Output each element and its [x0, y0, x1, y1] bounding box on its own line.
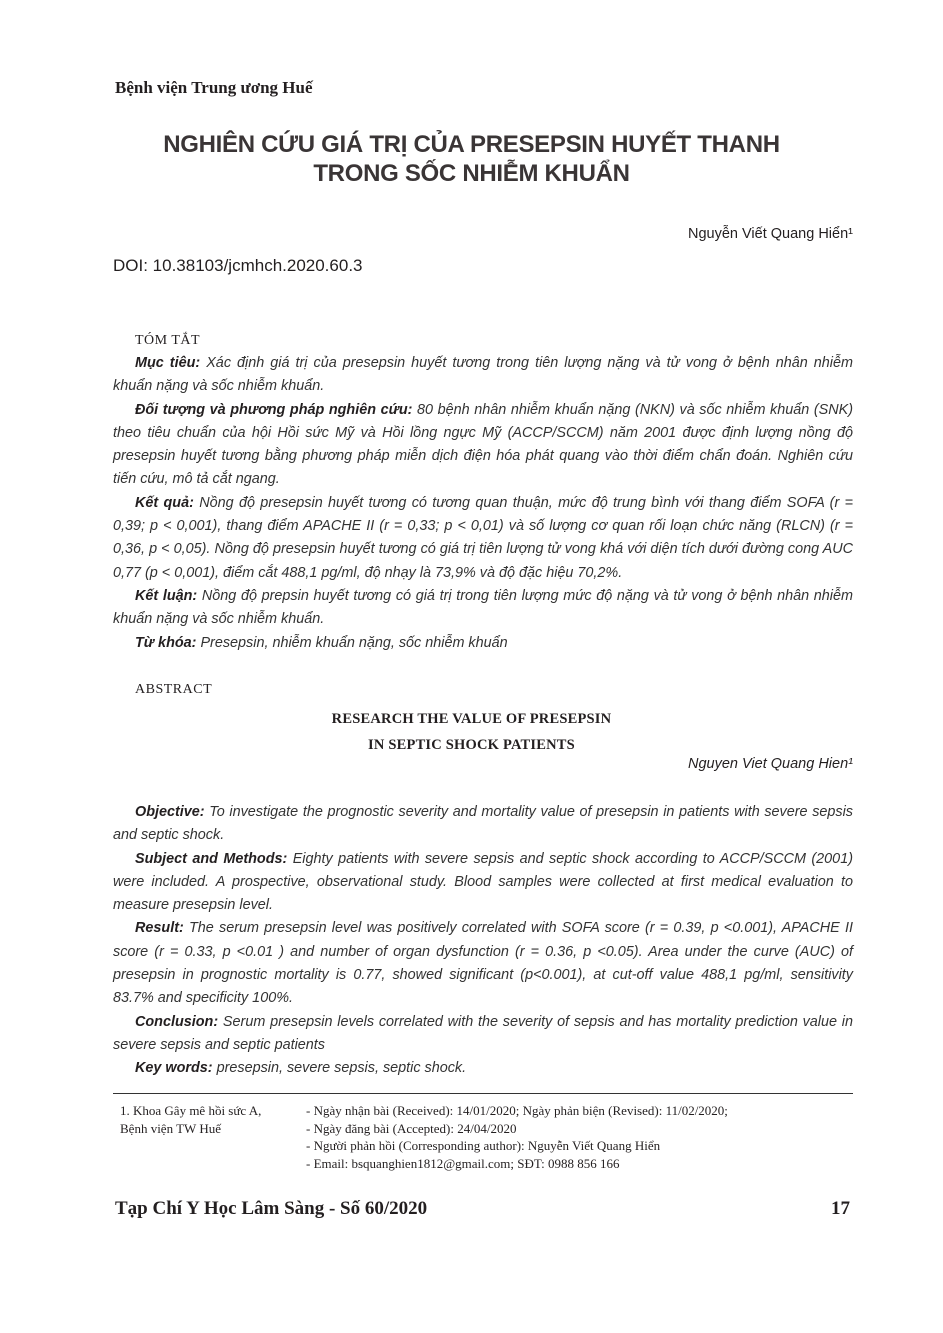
- footnote-meta: [306, 1102, 728, 1172]
- english-author: Nguyen Viet Quang Hien¹: [688, 756, 853, 772]
- affiliation-line: Bệnh viện TW Huế: [120, 1120, 221, 1136]
- abstract-paragraph: [113, 1057, 853, 1080]
- title-line: NGHIÊN CỨU GIÁ TRỊ CỦA PRESEPSIN HUYẾT THANH: [163, 131, 780, 158]
- abstract-paragraph: [113, 917, 853, 1010]
- abstract-paragraph: [113, 801, 853, 848]
- paragraph-text: presepsin, severe sepsis, septic shock.: [212, 1060, 467, 1077]
- affiliation-line: 1. Khoa Gây mê hồi sức A,: [120, 1103, 262, 1118]
- abstract-paragraph: [113, 1011, 853, 1058]
- abstract-paragraph: [113, 352, 853, 399]
- section-heading-en: ABSTRACT: [135, 682, 213, 697]
- running-header: Bệnh viện Trung ương Huế: [115, 78, 313, 97]
- abstract-paragraph: [113, 492, 853, 585]
- footnote-affiliation: [120, 1102, 261, 1137]
- paragraph-label: Kết luận:: [135, 587, 198, 604]
- english-title: [0, 706, 943, 758]
- paragraph-label: Objective:: [135, 804, 205, 820]
- paragraph-text: 80 bệnh nhân nhiễm khuẩn nặng (NKN) và sốc nhiễm khuẩn (SNK) theo tiêu chuẩn của hội Hồi sức Mỹ và Hồi lồng ngực Mỹ (ACCP/SCCM) năm 2001 được định lượng nồng độ presepsin huyết tương bằng phương pháp miễn dịch điện hóa phát quang vào thời điểm chẩn đoán. Nghiên cứu tiến cứu, mô tả cắt ngang.: [113, 401, 853, 488]
- abstract-paragraph: [113, 399, 853, 492]
- paragraph-text: Serum presepsin levels correlated with the severity of sepsis and has mortality prediction value in severe sepsis and septic patients: [113, 1013, 853, 1053]
- article-title: [0, 130, 943, 188]
- paragraph-text: The serum presepsin level was positively correlated with SOFA score (r = 0.39, p <0.001), APACHE II score (r = 0.33, p <0.01 ) and number of organ dysfunction (r = 0.36, p <0.05). Area under the curve (AUC) of presepsin in prognostic mortality is 0.77, showed significant (p<0.001), at cut-off value 488,1 pg/ml, sensitivity 83.7% and specificity 100%.: [113, 920, 853, 1007]
- paragraph-text: Eighty patients with severe sepsis and septic shock according to ACCP/SCCM (2001) were included. A prospective, observational study. Blood samples were collected at first medical evaluation to measure presepsin level.: [113, 850, 853, 914]
- title-line: TRONG SỐC NHIỄM KHUẨN: [313, 160, 630, 187]
- paragraph-text: Nồng độ prepsin huyết tương có giá trị trong tiên lượng mức độ nặng và tử vong ở bệnh nhân nhiễm khuẩn nặng và sốc nhiễm khuẩn.: [113, 587, 853, 628]
- abstract-paragraph: [113, 585, 853, 632]
- paragraph-text: Xác định giá trị của presepsin huyết tương trong tiên lượng nặng và tử vong ở bệnh nhân nhiễm khuẩn nặng và sốc nhiễm khuẩn.: [113, 355, 853, 395]
- meta-line: - Ngày nhận bài (Received): 14/01/2020; Ngày phản biện (Revised): 11/02/2020;: [306, 1103, 728, 1118]
- title-line: IN SEPTIC SHOCK PATIENTS: [368, 737, 575, 753]
- paragraph-text: To investigate the prognostic severity and mortality value of presepsin in patients with severe sepsis and septic shock.: [113, 804, 853, 844]
- meta-line: - Người phản hồi (Corresponding author): Nguyễn Viết Quang Hiển: [306, 1138, 661, 1153]
- paragraph-label: Đối tượng và phương pháp nghiên cứu:: [135, 401, 413, 418]
- section-heading-vi: TÓM TẮT: [135, 333, 201, 348]
- footer-journal: Tạp Chí Y Học Lâm Sàng - Số 60/2020: [115, 1198, 428, 1219]
- paragraph-label: Result:: [135, 920, 184, 937]
- abstract-paragraph: [113, 632, 853, 655]
- footnote-divider: [113, 1093, 853, 1094]
- paragraph-label: Từ khóa:: [135, 634, 197, 651]
- title-line: RESEARCH THE VALUE OF PRESEPSIN: [331, 711, 612, 727]
- paragraph-label: Kết quả:: [135, 494, 194, 511]
- doi[interactable]: DOI: 10.38103/jcmhch.2020.60.3: [113, 256, 363, 275]
- page-number: 17: [831, 1198, 850, 1219]
- paragraph-label: Key words:: [135, 1060, 213, 1077]
- abstract-en: [113, 801, 853, 1081]
- paragraph-text: Nồng độ presepsin huyết tương có tương quan thuận, mức độ trung bình với thang điểm SOFA (r = 0,39; p < 0,001), thang điểm APACHE II (r = 0,33; p < 0,01) và số lượng cơ quan rối loạn chức năng (RLCN) (r = 0,36, p < 0,05). Nồng độ presepsin huyết tương có giá trị tiên lượng tử vong khá với diện tích dưới đường cong AUC 0,77 (p < 0,001), điểm cắt 488,1 pg/ml, độ nhạy là 73,9% và độ đặc hiệu 70,2%.: [113, 494, 853, 581]
- paragraph-text: Presepsin, nhiễm khuẩn nặng, sốc nhiễm khuẩn: [196, 634, 508, 651]
- author: Nguyễn Viết Quang Hiển¹: [688, 226, 853, 242]
- paragraph-label: Subject and Methods:: [135, 850, 288, 867]
- meta-line: - Ngày đăng bài (Accepted): 24/04/2020: [306, 1120, 517, 1136]
- paragraph-label: Conclusion:: [135, 1013, 219, 1030]
- abstract-vi: [113, 352, 853, 655]
- meta-line: - Email: bsquanghien1812@gmail.com; SĐT: 0988 856 166: [306, 1155, 620, 1171]
- paragraph-label: Mục tiêu:: [135, 355, 201, 371]
- abstract-paragraph: [113, 848, 853, 918]
